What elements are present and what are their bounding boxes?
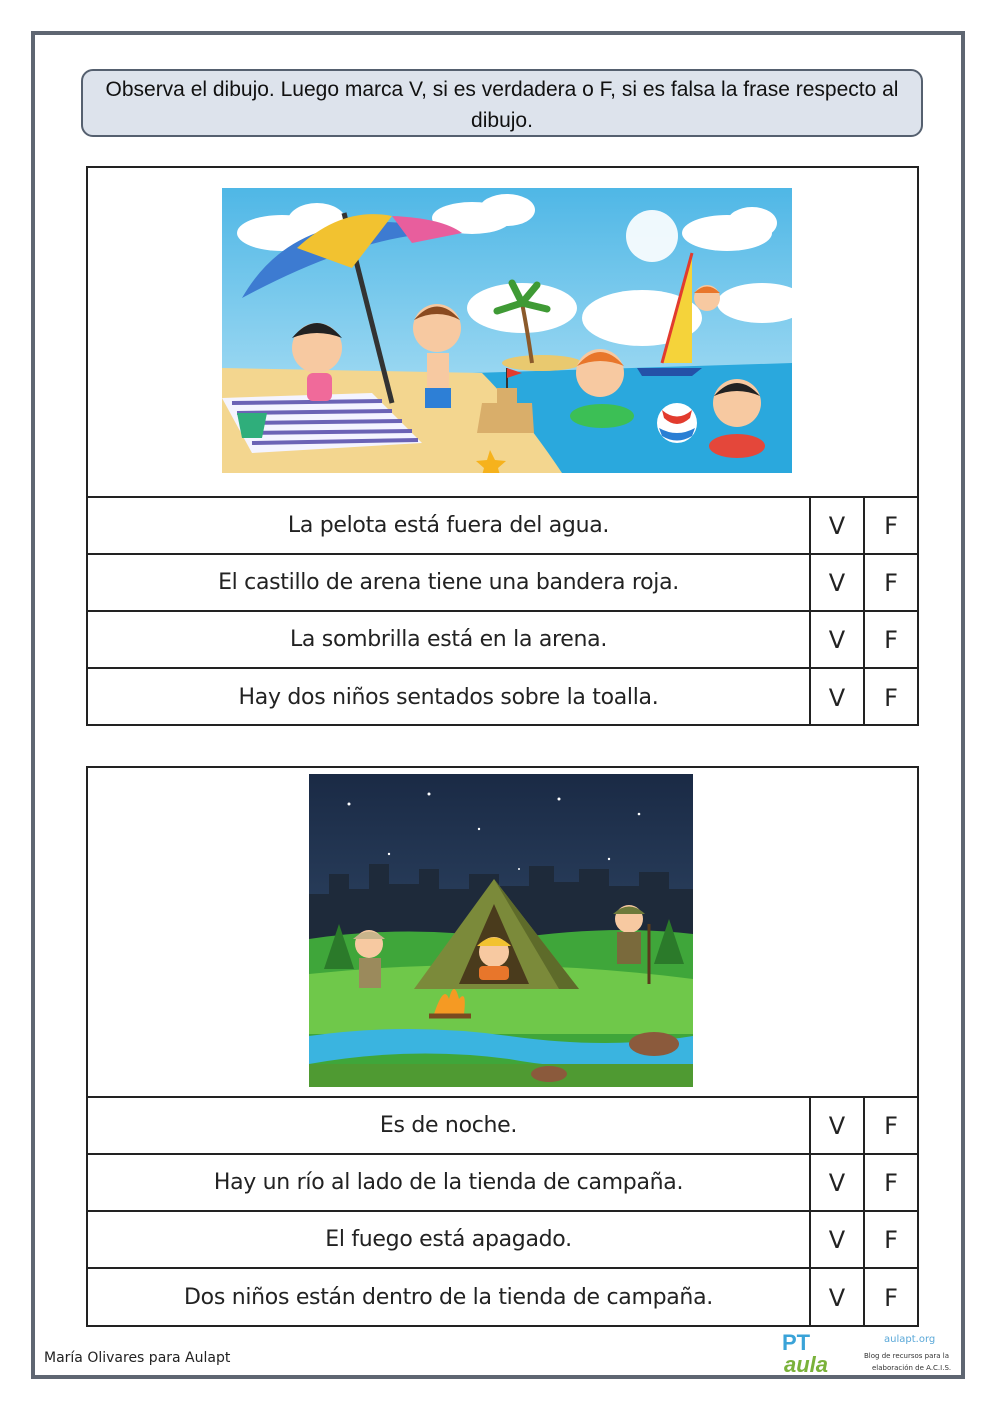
logo-site-text: aulapt.org [884, 1334, 936, 1345]
statement-text: La pelota está fuera del agua. [88, 498, 811, 553]
false-option-button[interactable]: F [884, 568, 898, 597]
statement-row [88, 555, 917, 612]
true-option-button[interactable]: V [811, 1212, 865, 1267]
true-option-button[interactable]: V [811, 669, 865, 726]
instruction-text: Observa el dibujo. Luego marca V, si es verdadera o F, si es falsa la frase respecto al dibujo. [105, 78, 899, 132]
statement-row [88, 1155, 917, 1212]
statement-text: El castillo de arena tiene una bandera roja. [88, 555, 811, 610]
false-option-button[interactable]: F [884, 1168, 898, 1197]
logo-aula-text: aula [784, 1352, 829, 1377]
author-credit: María Olivares para Aulapt [44, 1350, 231, 1366]
beach-image-area [88, 168, 917, 498]
true-option-button[interactable]: V [811, 498, 865, 553]
statement-row [88, 1098, 917, 1155]
question-section-camping [86, 766, 919, 1327]
statement-row [88, 669, 917, 726]
statement-row [88, 1212, 917, 1269]
statement-text: Hay un río al lado de la tienda de campaña. [88, 1155, 811, 1210]
false-option-button[interactable]: F [884, 511, 898, 540]
night-camping-scene-illustration [309, 774, 693, 1087]
logo-pt-text: PT [782, 1330, 811, 1355]
statement-text: Dos niños están dentro de la tienda de campaña. [88, 1269, 811, 1326]
true-option-button[interactable]: V [811, 1155, 865, 1210]
statement-text: El fuego está apagado. [88, 1212, 811, 1267]
false-option-button[interactable]: F [884, 1111, 898, 1140]
statement-text: Es de noche. [88, 1098, 811, 1153]
true-option-button[interactable]: V [811, 1269, 865, 1326]
beach-scene-illustration [222, 188, 792, 473]
logo-tagline-2: elaboración de A.C.I.S. [872, 1364, 952, 1372]
instruction-box [81, 69, 923, 137]
aulapt-logo [780, 1326, 965, 1378]
false-option-button[interactable]: F [884, 625, 898, 654]
false-option-button[interactable]: F [884, 683, 898, 712]
false-option-button[interactable]: F [884, 1225, 898, 1254]
true-option-button[interactable]: V [811, 1098, 865, 1153]
statement-row [88, 612, 917, 669]
false-option-button[interactable]: F [884, 1283, 898, 1312]
statement-row [88, 1269, 917, 1326]
question-section-beach [86, 166, 919, 726]
camping-image-area [88, 768, 917, 1098]
statement-text: Hay dos niños sentados sobre la toalla. [88, 669, 811, 726]
true-option-button[interactable]: V [811, 612, 865, 667]
statement-text: La sombrilla está en la arena. [88, 612, 811, 667]
statement-row [88, 498, 917, 555]
true-option-button[interactable]: V [811, 555, 865, 610]
logo-tagline-1: Blog de recursos para la [864, 1352, 950, 1360]
